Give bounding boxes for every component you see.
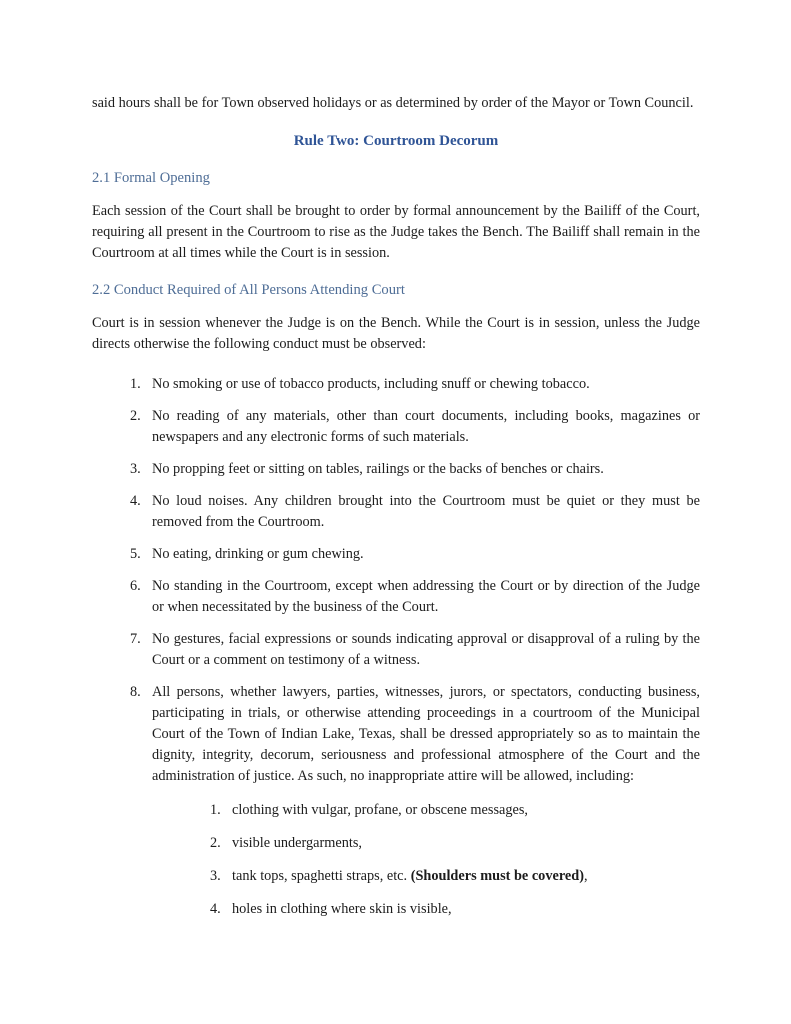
list-item-text: No smoking or use of tobacco products, including snuff or chewing tobacco. [152, 376, 590, 392]
text-segment: (Shoulders must be covered) [410, 868, 584, 884]
list-item-number: 8. [130, 684, 141, 700]
sub-list-item-text [232, 866, 700, 887]
list-item-number: 7. [130, 631, 141, 647]
list-item [92, 629, 700, 671]
list-item [92, 544, 700, 565]
sub-list-item-number: 1. [210, 802, 221, 818]
sub-list-item-text [232, 800, 700, 821]
text-segment: clothing with vulgar, profane, or obscene messages, [232, 802, 529, 818]
list-item-number: 6. [130, 578, 141, 594]
sub-list-item-text [232, 833, 700, 854]
list-item-text: No standing in the Courtroom, except when addressing the Court or by direction of the Judge or when necessitated by the business of the Court. [152, 578, 700, 615]
list-item [92, 576, 700, 618]
list-item-text: No eating, drinking or gum chewing. [152, 546, 364, 562]
list-item-number: 3. [130, 461, 141, 477]
attire-rules-list [152, 800, 700, 920]
list-item-number: 2. [130, 408, 141, 424]
section-2-1-paragraph: Each session of the Court shall be brought to order by formal announcement by the Bailiff of the Court, requiring all present in the Courtroom to rise as the Judge takes the Bench. The Bailiff shall remain in the Courtroom at all times while the Court is in session. [92, 203, 700, 261]
text-segment: tank tops, spaghetti straps, etc. [232, 868, 411, 884]
section-heading-2-2: 2.2 Conduct Required of All Persons Attending Court [92, 282, 405, 298]
text-segment: , [583, 868, 588, 884]
sub-list-item [152, 866, 700, 887]
list-item [92, 374, 700, 395]
rule-heading: Rule Two: Courtroom Decorum [293, 133, 499, 149]
list-item-number: 5. [130, 546, 141, 562]
list-item-text: No propping feet or sitting on tables, railings or the backs of benches or chairs. [152, 461, 604, 477]
sub-list-item-number: 4. [210, 901, 221, 917]
list-item [92, 406, 700, 448]
list-item-text: No loud noises. Any children brought into the Courtroom must be quiet or they must be removed from the Courtroom. [152, 493, 700, 530]
list-item [92, 459, 700, 480]
section-heading-2-1: 2.1 Formal Opening [92, 170, 210, 186]
list-item-number: 4. [130, 493, 141, 509]
sub-list-item [152, 899, 700, 920]
sub-list-item-number: 2. [210, 835, 221, 851]
sub-list-item-number: 3. [210, 868, 221, 884]
sub-list-item [152, 833, 700, 854]
sub-list-item-text [232, 899, 700, 920]
text-segment: visible undergarments, [232, 835, 362, 851]
intro-paragraph: said hours shall be for Town observed holidays or as determined by order of the Mayor or Town Council. [92, 95, 694, 111]
conduct-rules-list [92, 374, 700, 932]
list-item [92, 491, 700, 533]
section-2-2-paragraph: Court is in session whenever the Judge is on the Bench. While the Court is in session, unless the Judge directs otherwise the following conduct must be observed: [92, 315, 700, 352]
list-item-text: No reading of any materials, other than court documents, including books, magazines or newspapers and any electronic forms of such materials. [152, 408, 700, 445]
text-segment: holes in clothing where skin is visible, [232, 901, 452, 917]
list-item-text: All persons, whether lawyers, parties, witnesses, jurors, or spectators, conducting business, participating in trials, or otherwise attending proceedings in a courtroom of the Municipal Court of the Town of Indian Lake, Texas, shall be dressed appropriately so as to maintain the dignity, integrity, decorum, seriousness and professional atmosphere of the Court and the administration of justice. As such, no inappropriate attire will be allowed, including: 1. clothing with vulgar, profane, or obscene messages, 2. visible undergarments, 3. tank tops, spaghetti straps, etc. (Shoulders must be covered), 4. holes in clothing where skin is visible, [152, 682, 700, 932]
list-item-number: 1. [130, 376, 141, 392]
list-item-text: No gestures, facial expressions or sounds indicating approval or disapproval of a ruling by the Court or a comment on testimony of a witness. [152, 631, 700, 668]
list-item [92, 682, 700, 932]
sub-list-item [152, 800, 700, 821]
